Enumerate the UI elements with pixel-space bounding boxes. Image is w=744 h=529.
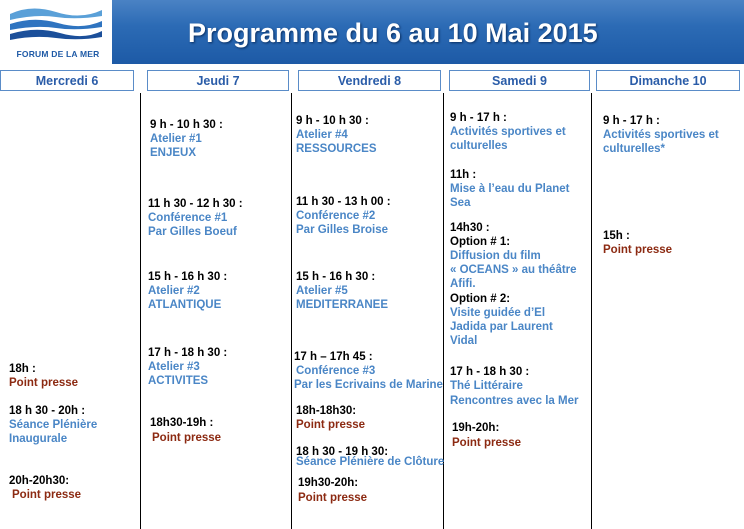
- event-title: Atelier #4: [296, 129, 348, 141]
- event-title: Séance Plénière: [9, 419, 98, 431]
- event-time: 18h-18h30:: [296, 405, 357, 417]
- column-divider: [591, 93, 592, 529]
- event-title: Point presse: [152, 432, 222, 444]
- event-time: 20h-20h30:: [9, 475, 70, 487]
- day-header-thursday: Jeudi 7: [147, 70, 289, 91]
- waves-logo-icon: [6, 4, 106, 46]
- event-title: Par Gilles Boeuf: [148, 226, 237, 238]
- event-title: Vidal: [450, 335, 478, 347]
- event-title: Point presse: [296, 419, 366, 431]
- logo: [0, 0, 112, 64]
- event-time: 19h30-20h:: [298, 477, 359, 489]
- column-divider: [291, 93, 292, 529]
- event-title: Activités sportives et: [450, 126, 566, 138]
- day-header-friday: Vendredi 8: [298, 70, 441, 91]
- column-divider: [140, 93, 141, 529]
- event-title: Par Gilles Broise: [296, 224, 389, 236]
- event-time: 9 h - 17 h :: [450, 112, 507, 124]
- event-title: Atelier #1: [150, 133, 202, 145]
- event-title: Point presse: [452, 437, 522, 449]
- event-title: Atelier #2: [148, 285, 200, 297]
- page-title: Programme du 6 au 10 Mai 2015: [188, 18, 598, 48]
- event-time: 11 h 30 - 13 h 00 :: [296, 196, 391, 208]
- day-header-saturday: Samedi 9: [449, 70, 590, 91]
- event-title: Activités sportives et: [603, 129, 719, 141]
- event-time: 17 h – 17h 45 :: [294, 351, 373, 363]
- event-title: Atelier #5: [296, 285, 348, 297]
- event-title: Thé Littéraire: [450, 380, 523, 392]
- event-time: 15 h - 16 h 30 :: [148, 271, 228, 283]
- event-title: RESSOURCES: [296, 143, 377, 155]
- event-title: Diffusion du film: [450, 250, 541, 262]
- event-time: 18h30-19h :: [150, 417, 214, 429]
- event-time: 18h :: [9, 363, 36, 375]
- header-banner: [0, 0, 744, 64]
- event-title: « OCEANS » au théâtre: [450, 264, 577, 276]
- option-label: Option # 1:: [450, 236, 511, 248]
- event-title: culturelles*: [603, 143, 665, 155]
- event-title: Sea: [450, 197, 471, 209]
- event-title: Conférence #2: [296, 210, 376, 222]
- event-time: 14h30 :: [450, 222, 490, 234]
- event-title: ATLANTIQUE: [148, 299, 222, 311]
- event-time: 15h :: [603, 230, 630, 242]
- option-label: Option # 2:: [450, 293, 511, 305]
- event-time: 18 h 30 - 20h :: [9, 405, 86, 417]
- day-header-sunday: Dimanche 10: [596, 70, 740, 91]
- event-title: Afifi.: [450, 278, 476, 290]
- event-time: 17 h - 18 h 30 :: [148, 347, 228, 359]
- event-title: Séance Plénière de Clôture: [296, 456, 445, 468]
- event-time: 9 h - 10 h 30 :: [296, 115, 369, 127]
- event-title: Atelier #3: [148, 361, 200, 373]
- event-title: Point presse: [603, 244, 673, 256]
- event-time: 9 h - 10 h 30 :: [150, 119, 223, 131]
- event-title: MEDITERRANEE: [296, 299, 389, 311]
- event-time: 11 h 30 - 12 h 30 :: [148, 198, 243, 210]
- event-title: Conférence #1: [148, 212, 228, 224]
- event-title: Point presse: [298, 492, 368, 504]
- event-title: Point presse: [12, 489, 82, 501]
- event-time: 9 h - 17 h :: [603, 115, 660, 127]
- event-title: culturelles: [450, 140, 508, 152]
- logo-text: FORUM DE LA MER: [16, 49, 100, 59]
- day-header-wednesday: Mercredi 6: [0, 70, 134, 91]
- event-title: Rencontres avec la Mer: [450, 395, 579, 407]
- event-time: 17 h - 18 h 30 :: [450, 366, 530, 378]
- event-time: 11h :: [450, 169, 477, 181]
- event-title: Point presse: [9, 377, 79, 389]
- event-title: Mise à l’eau du Planet: [450, 183, 570, 195]
- event-title: Visite guidée d’El: [450, 307, 546, 319]
- event-title: Inaugurale: [9, 433, 68, 445]
- event-time: 19h-20h:: [452, 422, 500, 434]
- event-time: 15 h - 16 h 30 :: [296, 271, 376, 283]
- event-title: Jadida par Laurent: [450, 321, 553, 333]
- event-title: ENJEUX: [150, 147, 197, 159]
- event-time: 18 h 30 - 19 h 30:: [296, 446, 389, 458]
- event-title: ACTIVITES: [148, 375, 209, 387]
- event-title: Conférence #3: [296, 365, 376, 377]
- event-title: Par les Ecrivains de Marine: [294, 379, 443, 391]
